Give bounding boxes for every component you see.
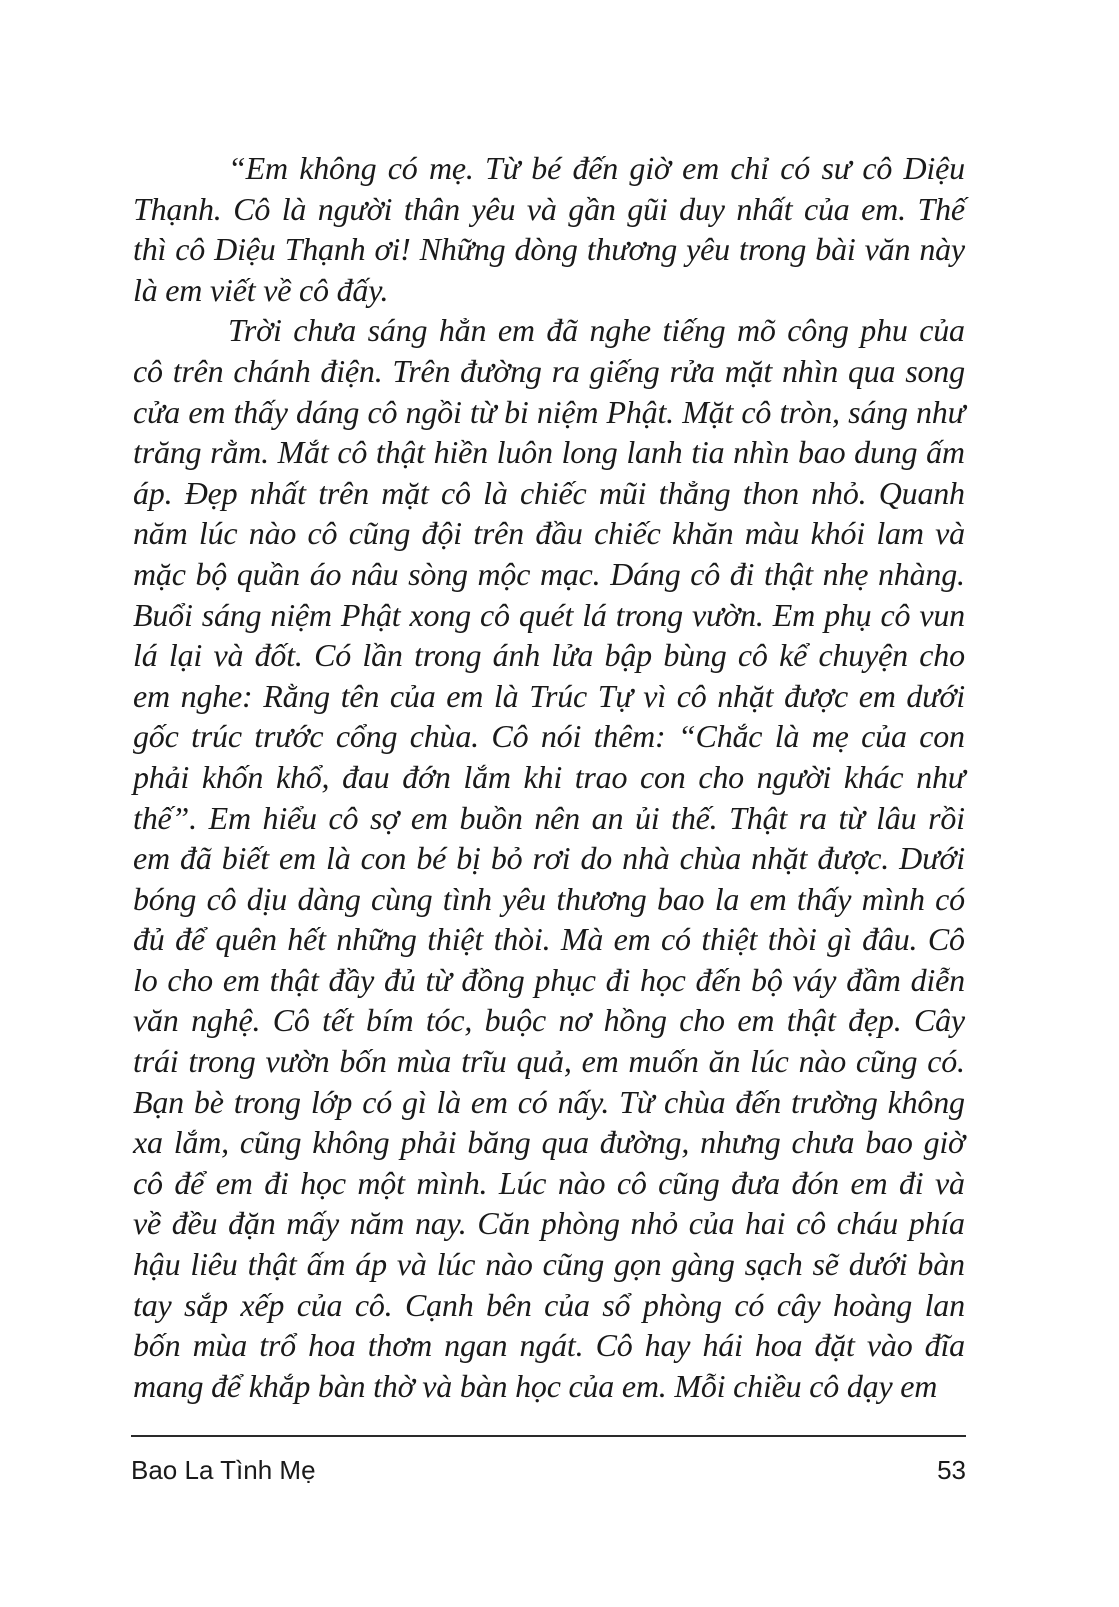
text-line: là em viết về cô đấy. bbox=[133, 271, 389, 308]
text-line: văn nghệ. Cô tết bím tóc, buộc nơ hồng cho em thật đẹp. Cây bbox=[133, 1002, 965, 1039]
text-line: lá lại và đốt. Có lần trong ánh lửa bập bùng cô kể chuyện cho bbox=[133, 637, 965, 674]
text-line: phải khốn khổ, đau đớn lắm khi trao con cho người khác như bbox=[133, 758, 965, 795]
text-line: em nghe: Rằng tên của em là Trúc Tự vì cô nhặt được em dưới bbox=[133, 677, 965, 714]
text-line: Buổi sáng niệm Phật xong cô quét lá trong vườn. Em phụ cô vun bbox=[133, 596, 965, 633]
text-line: hậu liêu thật ấm áp và lúc nào cũng gọn gàng sạch sẽ dưới bàn bbox=[133, 1246, 965, 1283]
footer-rule bbox=[131, 1435, 966, 1437]
text-line: mang để khắp bàn thờ và bàn học của em. Mỗi chiều cô dạy em bbox=[133, 1367, 938, 1404]
text-line: Thạnh. Cô là người thân yêu và gần gũi duy nhất của em. Thế bbox=[133, 190, 965, 227]
text-line: bốn mùa trổ hoa thơm ngan ngát. Cô hay hái hoa đặt vào đĩa bbox=[133, 1327, 965, 1364]
page-number: 53 bbox=[937, 1455, 966, 1485]
text-line: lo cho em thật đầy đủ từ đồng phục đi học đến bộ váy đầm diễn bbox=[133, 961, 965, 998]
book-title: Bao La Tình Mẹ bbox=[131, 1455, 316, 1485]
text-line: em đã biết em là con bé bị bỏ rơi do nhà chùa nhặt được. Dưới bbox=[133, 840, 965, 877]
text-line: mặc bộ quần áo nâu sòng mộc mạc. Dáng cô đi thật nhẹ nhàng. bbox=[133, 555, 965, 592]
text-line: gốc trúc trước cổng chùa. Cô nói thêm: “Chắc là mẹ của con bbox=[133, 718, 965, 755]
text-line: “Em không có mẹ. Từ bé đến giờ em chỉ có sư cô Diệu bbox=[228, 150, 965, 186]
text-line: về đều đặn mấy năm nay. Căn phòng nhỏ của hai cô cháu phía bbox=[133, 1205, 965, 1242]
text-line: trái trong vườn bốn mùa trĩu quả, em muốn ăn lúc nào cũng có. bbox=[133, 1043, 965, 1080]
text-line: bóng cô dịu dàng cùng tình yêu thương bao la em thấy mình có bbox=[133, 880, 965, 917]
text-line: tay sắp xếp của cô. Cạnh bên của sổ phòng có cây hoàng lan bbox=[133, 1286, 965, 1323]
text-line: cửa em thấy dáng cô ngồi từ bi niệm Phật. Mặt cô tròn, sáng như bbox=[133, 393, 965, 430]
text-line: cô trên chánh điện. Trên đường ra giếng rửa mặt nhìn qua song bbox=[133, 352, 965, 389]
text-line: Bạn bè trong lớp có gì là em có nấy. Từ chùa đến trường không bbox=[133, 1083, 965, 1120]
text-line: đủ để quên hết những thiệt thòi. Mà em có thiệt thòi gì đâu. Cô bbox=[133, 921, 965, 958]
text-line: trăng rằm. Mắt cô thật hiền luôn long lanh tia nhìn bao dung ấm bbox=[133, 434, 965, 471]
text-line: áp. Đẹp nhất trên mặt cô là chiếc mũi thẳng thon nhỏ. Quanh bbox=[133, 474, 965, 511]
text-line: thì cô Diệu Thạnh ơi! Những dòng thương yêu trong bài văn này bbox=[133, 231, 965, 268]
page-footer bbox=[131, 1455, 966, 1486]
text-line: năm lúc nào cô cũng đội trên đầu chiếc khăn màu khói lam và bbox=[133, 515, 965, 552]
text-line: thế”. Em hiểu cô sợ em buồn nên an ủi thế. Thật ra từ lâu rồi bbox=[133, 799, 965, 836]
text-line: cô để em đi học một mình. Lúc nào cô cũng đưa đón em đi và bbox=[133, 1164, 965, 1201]
text-line: xa lắm, cũng không phải băng qua đường, nhưng chưa bao giờ bbox=[133, 1124, 965, 1161]
text-line: Trời chưa sáng hẳn em đã nghe tiếng mõ công phu của bbox=[228, 312, 965, 349]
body-text bbox=[133, 148, 965, 1406]
